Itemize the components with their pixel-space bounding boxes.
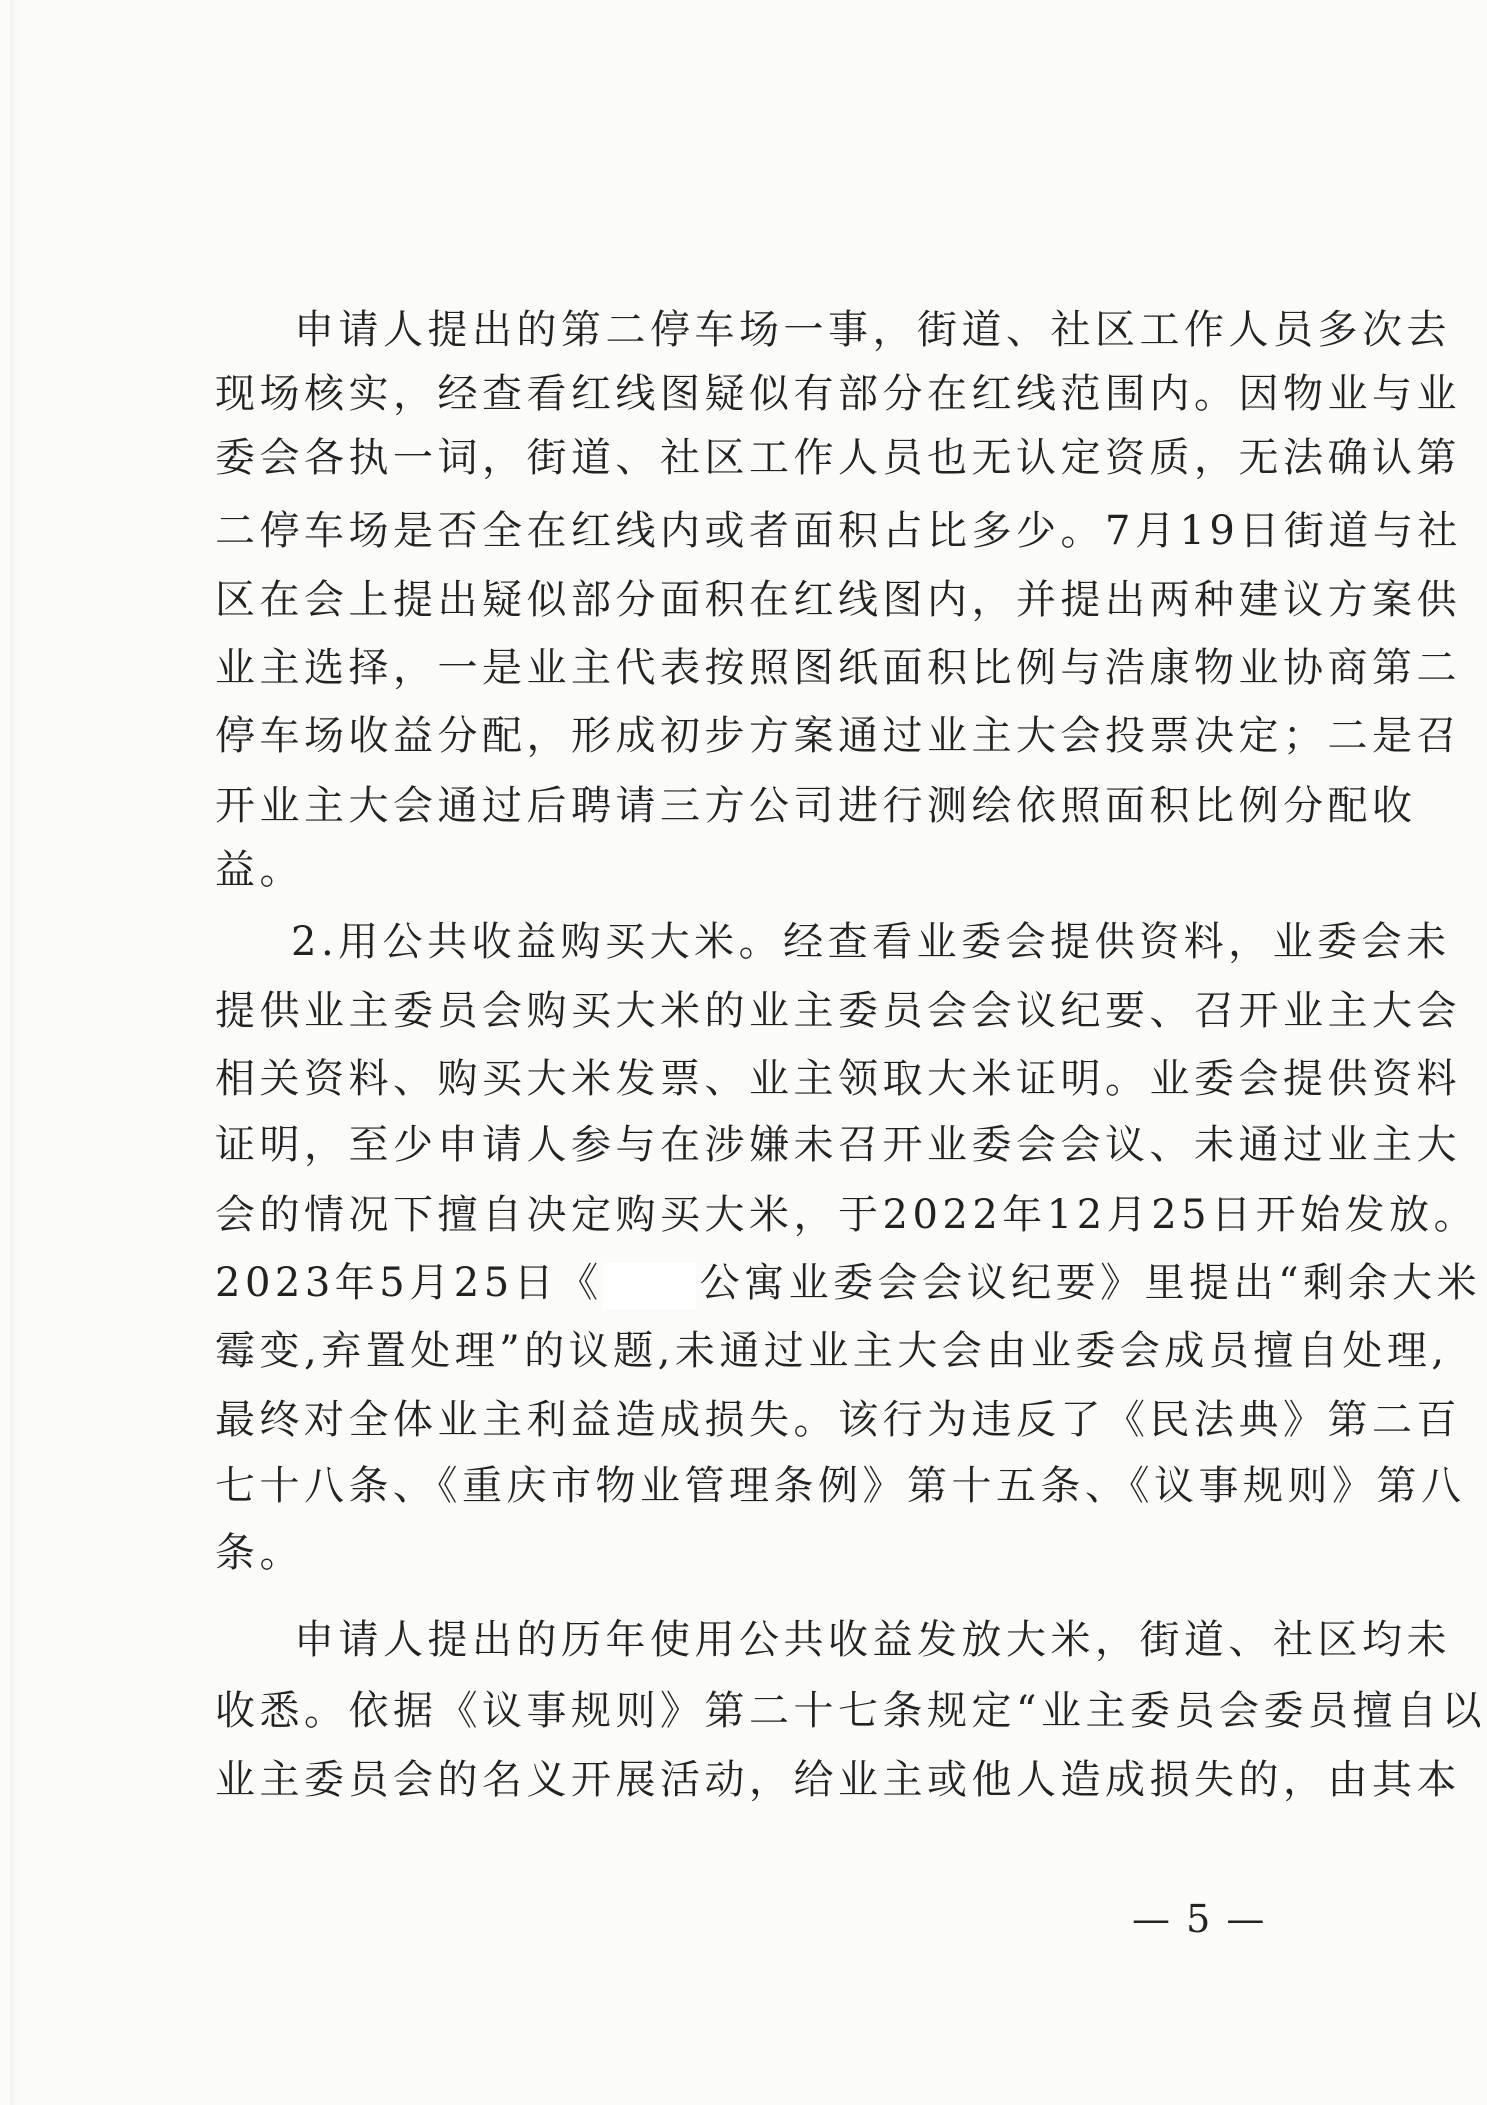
section-heading-line: 2.用公共收益购买大米。经查看业委会提供资料，业委会未 [291,919,1451,965]
text-line: 开业主大会通过后聘请三方公司进行测绘依照面积比例分配收 [215,783,1417,829]
text-line: 益。 [215,847,304,893]
text-line: 申请人提出的历年使用公共收益发放大米，街道、社区均未 [294,1617,1451,1663]
text-segment: 2023年5月25日《 [215,1260,603,1306]
text-line: 七十八条、《重庆市物业管理条例》第十五条、《议事规则》第八 [215,1463,1466,1509]
scan-fold-shadow [10,0,20,2105]
text-line: 相关资料、购买大米发票、业主领取大米证明。业委会提供资料 [215,1056,1461,1102]
text-line: 申请人提出的第二停车场一事，街道、社区工作人员多次去 [294,307,1451,353]
text-line: 霉变,弃置处理”的议题,未通过业主大会由业委会成员擅自处理, [215,1328,1449,1374]
text-line: 区在会上提出疑似部分面积在红线图内，并提出两种建议方案供 [215,577,1461,623]
text-line: 最终对全体业主利益造成损失。该行为违反了《民法典》第二百 [215,1397,1461,1443]
text-line-with-redaction [215,1259,1481,1309]
text-line: 证明，至少申请人参与在涉嫌未召开业委会会议、未通过业主大 [215,1122,1461,1168]
text-line: 条。 [215,1530,304,1576]
text-segment: 公寓业委会会议纪要》里提出“剩余大米 [699,1260,1482,1306]
text-line: 业主选择，一是业主代表按照图纸面积比例与浩康物业协商第二 [215,645,1461,691]
text-line: 会的情况下擅自决定购买大米，于2022年12月25日开始发放。 [215,1192,1479,1238]
text-line: 委会各执一词，街道、社区工作人员也无认定资质，无法确认第 [215,435,1461,481]
text-line: 提供业主委员会购买大米的业主委员会会议纪要、召开业主大会 [215,988,1461,1034]
page-number: — 5 — [1132,1897,1267,1941]
redaction-block [603,1263,696,1309]
text-line: 二停车场是否全在红线内或者面积占比多少。7月19日街道与社 [215,508,1462,554]
text-line: 现场核实，经查看红线图疑似有部分在红线范围内。因物业与业 [215,371,1461,417]
text-line: 收悉。依据《议事规则》第二十七条规定“业主委员会委员擅自以 [215,1688,1486,1734]
text-line: 业主委员会的名义开展活动，给业主或他人造成损失的，由其本 [215,1757,1461,1803]
text-line: 停车场收益分配，形成初步方案通过业主大会投票决定；二是召 [215,713,1461,759]
